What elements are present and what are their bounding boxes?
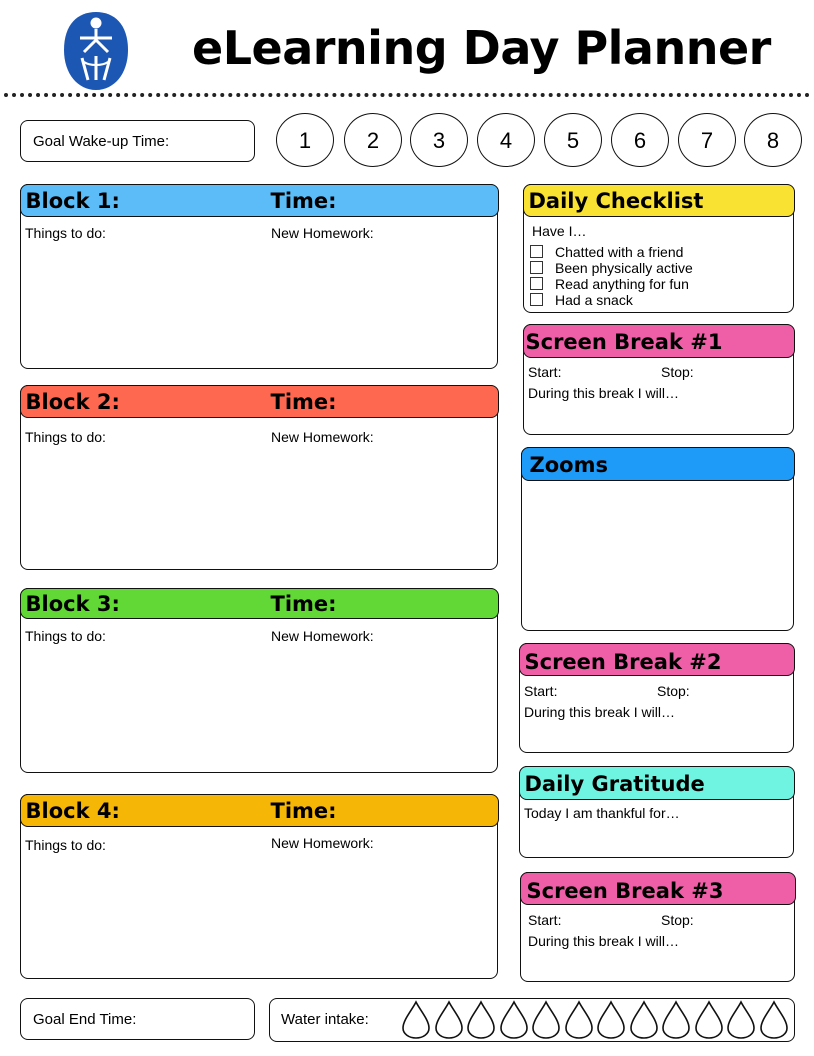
block-4-title: Block 4: [25, 798, 120, 823]
block-2-title: Block 2: [25, 389, 120, 414]
school-logo [62, 10, 130, 92]
screen-break-1-panel [523, 324, 794, 435]
block-2-time-label: Time: [270, 389, 337, 414]
daily-checklist-title: Daily Checklist [523, 184, 795, 217]
screen-break-3-title: Screen Break #3 [520, 872, 796, 905]
block-4-panel [20, 794, 498, 979]
screen-break-1-title: Screen Break #1 [523, 324, 795, 358]
dotted-divider [4, 93, 810, 99]
screen-break-1-prompt: During this break I will… [528, 385, 679, 401]
hour-circle[interactable]: 4 [477, 113, 535, 167]
daily-gratitude-title: Daily Gratitude [519, 766, 795, 800]
screen-break-3-stop-label: Stop: [661, 912, 694, 928]
screen-break-2-title: Screen Break #2 [519, 643, 795, 676]
water-drop-icon[interactable] [629, 999, 659, 1039]
block-3-time-label: Time: [270, 591, 337, 616]
gratitude-prompt: Today I am thankful for… [524, 805, 680, 821]
water-drop-icon[interactable] [499, 999, 529, 1039]
block-3-title: Block 3: [25, 591, 120, 616]
water-intake-label: Water intake: [281, 1011, 369, 1028]
checklist-item-label: Read anything for fun [555, 276, 689, 292]
block-4-todo-label: Things to do: [25, 837, 106, 853]
block-1-panel [20, 184, 498, 369]
screen-break-2-panel [519, 643, 794, 753]
zooms-panel [521, 447, 794, 631]
block-3-todo-label: Things to do: [25, 628, 106, 644]
daily-checklist-panel [523, 184, 794, 313]
screen-break-2-stop-label: Stop: [657, 683, 690, 699]
checklist-item[interactable] [530, 292, 633, 308]
hour-circle[interactable]: 3 [410, 113, 468, 167]
water-drop-icon[interactable] [531, 999, 561, 1039]
checkbox[interactable] [530, 277, 543, 290]
block-2-homework-label: New Homework: [271, 429, 374, 445]
block-4-homework-label: New Homework: [271, 835, 374, 851]
screen-break-3-panel [520, 872, 795, 982]
checklist-item-label: Been physically active [555, 260, 693, 276]
water-drop-icon[interactable] [759, 999, 789, 1039]
hour-circle[interactable]: 6 [611, 113, 669, 167]
hour-circle[interactable]: 8 [744, 113, 802, 167]
block-2-todo-label: Things to do: [25, 429, 106, 445]
checkbox[interactable] [530, 261, 543, 274]
checklist-item[interactable] [530, 244, 683, 260]
block-3-panel [20, 588, 498, 773]
block-2-panel [20, 385, 498, 570]
water-drop-icon[interactable] [466, 999, 496, 1039]
screen-break-2-start-label: Start: [524, 683, 558, 699]
checklist-intro: Have I… [532, 223, 587, 239]
page-title: eLearning Day Planner [192, 21, 771, 75]
goal-end-time-label: Goal End Time: [33, 1011, 137, 1028]
goal-end-time-field[interactable] [20, 998, 255, 1040]
checkbox[interactable] [530, 293, 543, 306]
water-drop-icon[interactable] [434, 999, 464, 1039]
block-1-header [20, 184, 499, 217]
block-1-todo-label: Things to do: [25, 225, 106, 241]
block-1-time-label: Time: [270, 188, 337, 213]
screen-break-1-start-label: Start: [528, 364, 562, 380]
checklist-item[interactable] [530, 276, 689, 292]
block-1-title: Block 1: [25, 188, 120, 213]
screen-break-3-start-label: Start: [528, 912, 562, 928]
screen-break-3-prompt: During this break I will… [528, 933, 679, 949]
screen-break-2-prompt: During this break I will… [524, 704, 675, 720]
block-1-homework-label: New Homework: [271, 225, 374, 241]
hour-circle[interactable]: 7 [678, 113, 736, 167]
daily-gratitude-panel [519, 766, 794, 858]
checklist-item[interactable] [530, 260, 693, 276]
block-2-header [20, 385, 499, 418]
water-drop-icon[interactable] [661, 999, 691, 1039]
zooms-title: Zooms [521, 447, 795, 481]
hour-circle[interactable]: 1 [276, 113, 334, 167]
water-drop-icon[interactable] [726, 999, 756, 1039]
wake-up-time-label: Goal Wake-up Time: [33, 133, 170, 150]
water-intake-panel [269, 998, 795, 1042]
water-drop-icon[interactable] [564, 999, 594, 1039]
block-4-header [20, 794, 499, 827]
screen-break-1-stop-label: Stop: [661, 364, 694, 380]
block-4-time-label: Time: [270, 798, 337, 823]
water-drop-icon[interactable] [694, 999, 724, 1039]
hour-circle[interactable]: 5 [544, 113, 602, 167]
water-drops [401, 999, 791, 1041]
water-drop-icon[interactable] [401, 999, 431, 1039]
checklist-item-label: Chatted with a friend [555, 244, 684, 260]
checkbox[interactable] [530, 245, 543, 258]
block-3-homework-label: New Homework: [271, 628, 374, 644]
wake-up-time-field[interactable] [20, 120, 255, 162]
hour-circle[interactable]: 2 [344, 113, 402, 167]
water-drop-icon[interactable] [596, 999, 626, 1039]
block-3-header [20, 588, 499, 619]
checklist-item-label: Had a snack [555, 292, 633, 308]
